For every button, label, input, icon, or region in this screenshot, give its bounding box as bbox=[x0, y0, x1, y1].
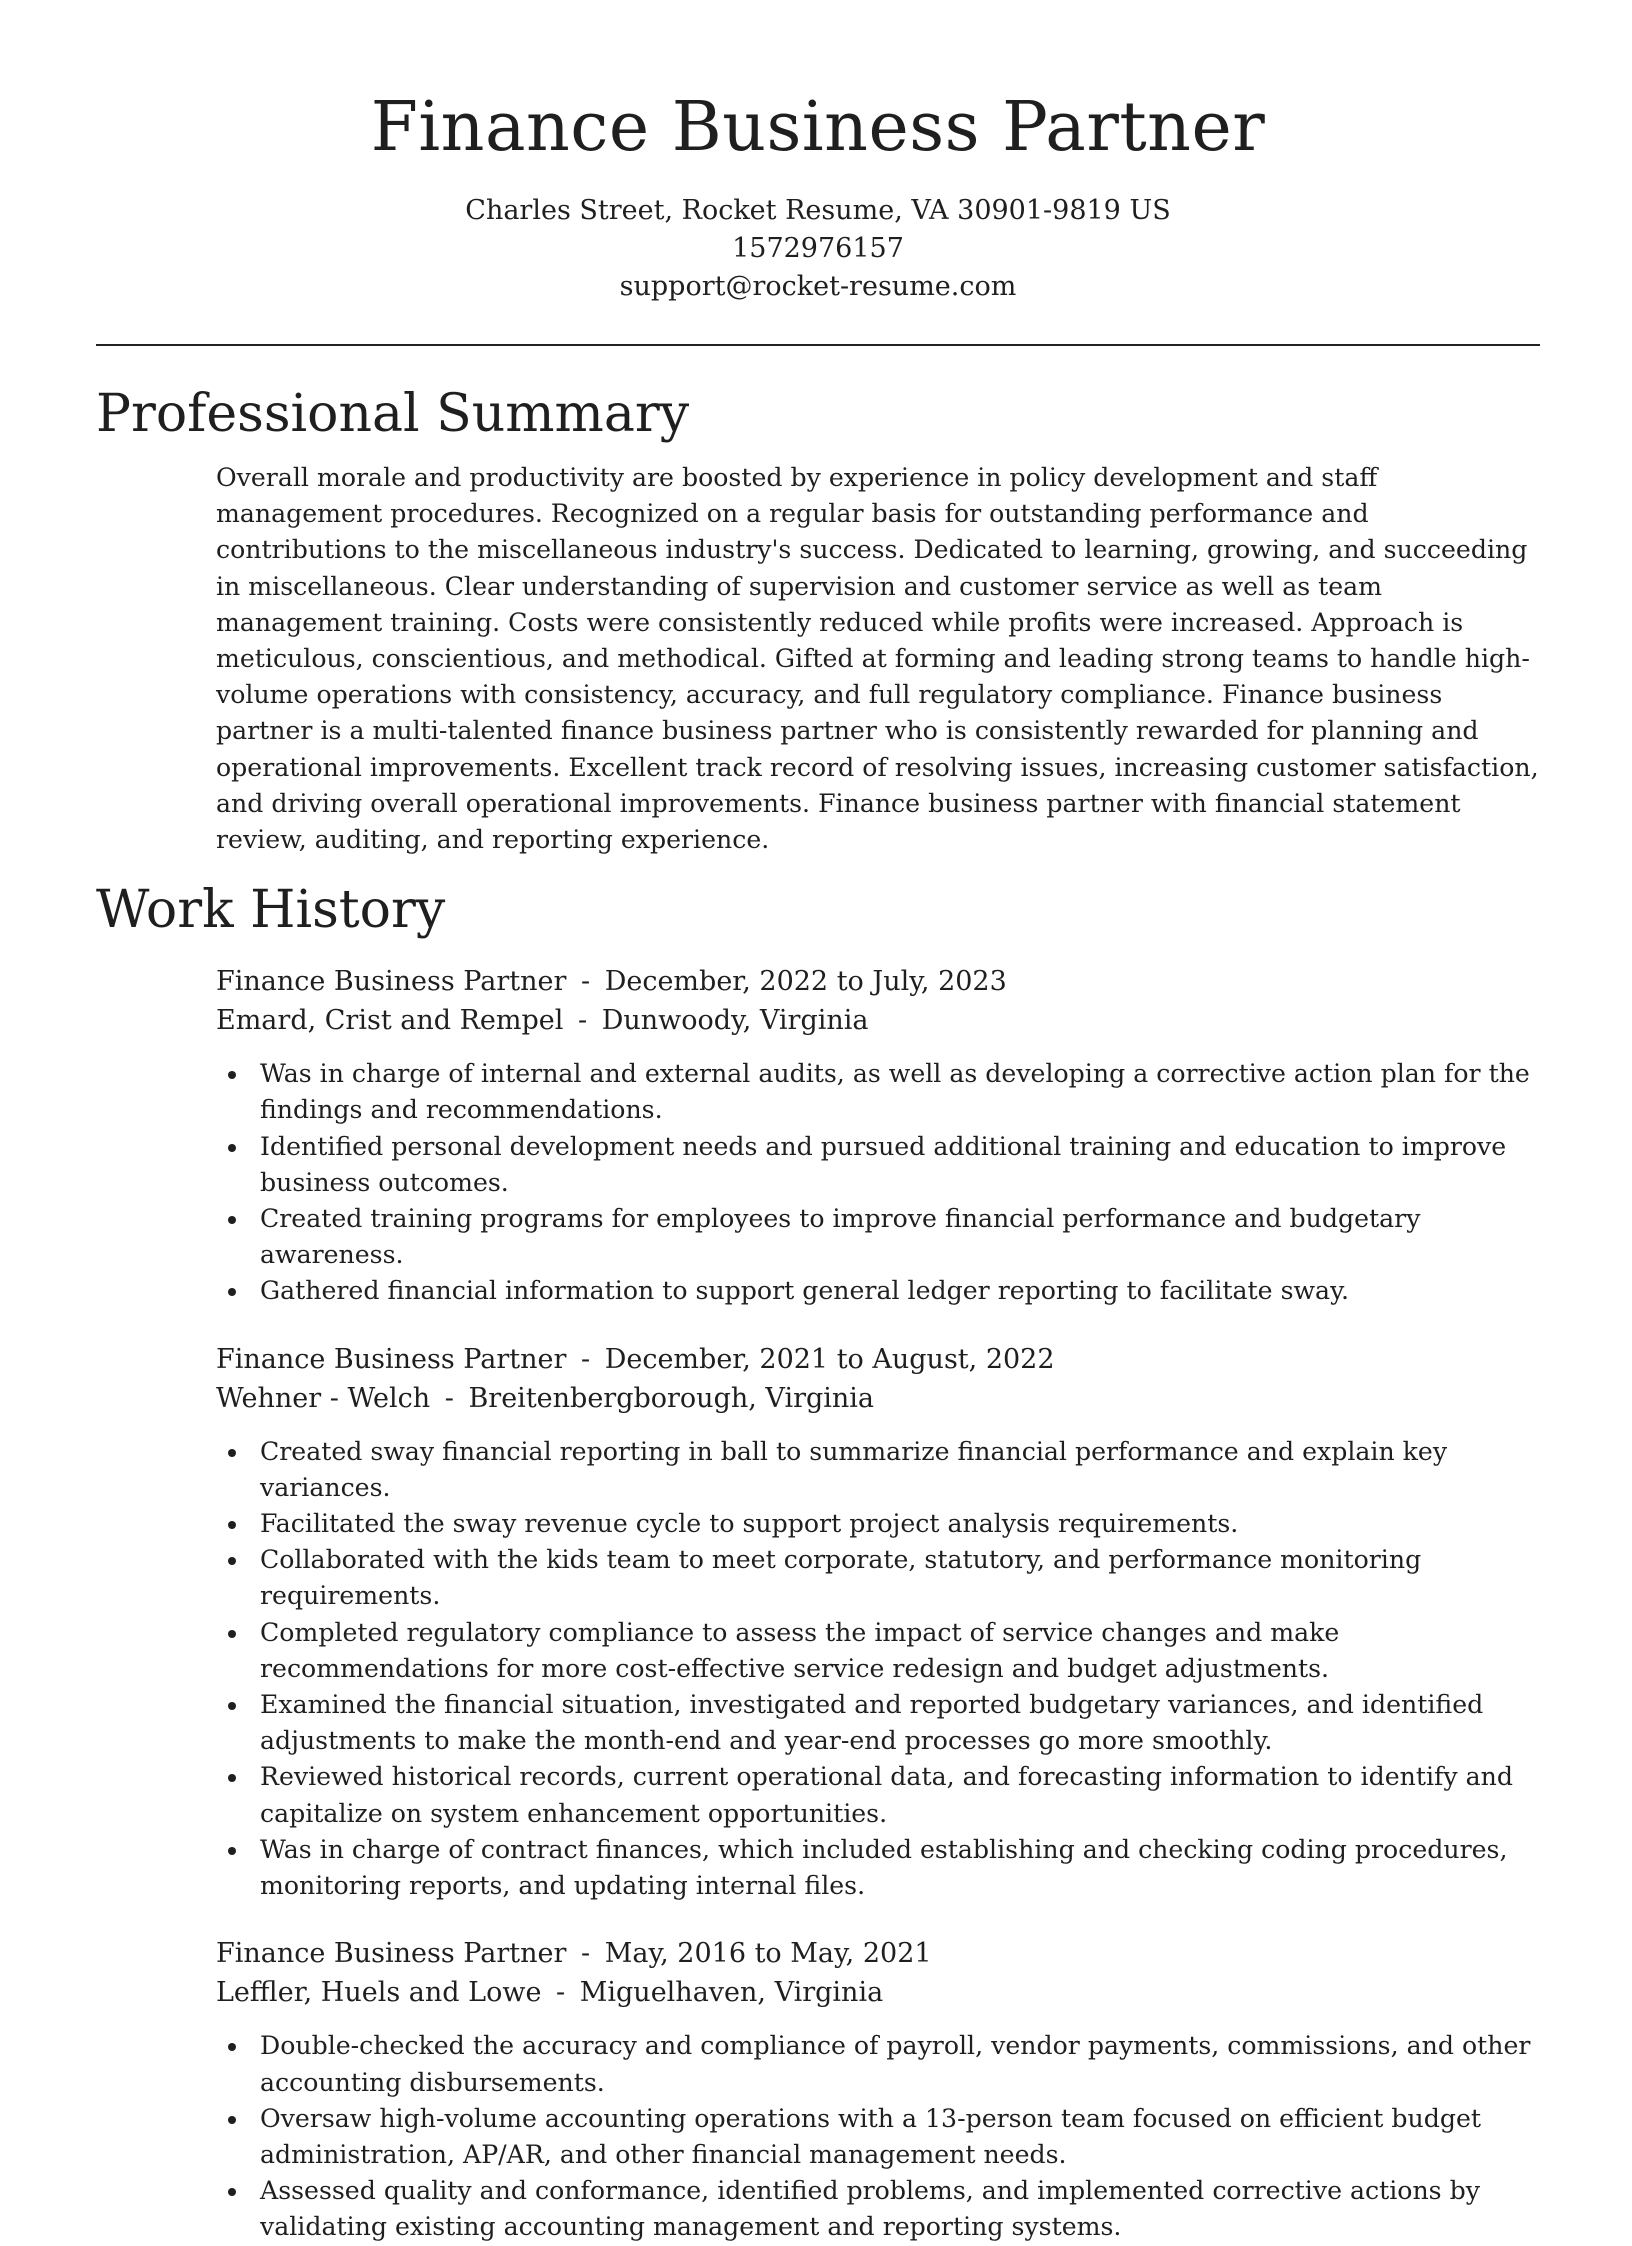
job-role: Finance Business Partner bbox=[216, 966, 567, 998]
bullet-item: Gathered financial information to support general ledger reporting to facilitate sway. bbox=[216, 1273, 1540, 1309]
job-bullets bbox=[216, 1056, 1540, 1309]
job-company: Wehner - Welch bbox=[216, 1382, 431, 1414]
contact-address: Charles Street, Rocket Resume, VA 30901-9819 US bbox=[465, 195, 1171, 226]
job-dates: December, 2022 to July, 2023 bbox=[604, 966, 1007, 998]
resume-header bbox=[96, 0, 1540, 306]
job-bullets bbox=[216, 2028, 1540, 2245]
header-divider bbox=[96, 344, 1540, 346]
bullet-item: Was in charge of contract finances, which included establishing and checking coding procedures, monitoring reports, and updating internal files. bbox=[216, 1832, 1540, 1904]
summary-text: Overall morale and productivity are boosted by experience in policy development and staff management procedures. Recognized on a regular basis for outstanding performance and contributions to the miscellaneous industry's success. Dedicated to learning, growing, and succeeding in miscellaneous. Clear understanding of supervision and customer service as well as team management training. Costs were consistently reduced while profits were increased. Approach is meticulous, conscientious, and methodical. Gifted at forming and leading strong teams to handle high-volume operations with consistency, accuracy, and full regulatory compliance. Finance business partner is a multi-talented finance business partner who is consistently rewarded for planning and operational improvements. Excellent track record of resolving issues, increasing customer satisfaction, and driving overall operational improvements. Finance business partner with financial statement review, auditing, and reporting experience. bbox=[216, 463, 1539, 855]
work-history-heading: Work History bbox=[96, 880, 446, 941]
job-role: Finance Business Partner bbox=[216, 1343, 567, 1375]
bullet-item: Completed regulatory compliance to assess the impact of service changes and make recommendations for more cost-effective service redesign and budget adjustments. bbox=[216, 1615, 1540, 1687]
job-dates: May, 2016 to May, 2021 bbox=[604, 1938, 932, 1970]
job-company: Leffler, Huels and Lowe bbox=[216, 1977, 542, 2009]
bullet-dot-icon bbox=[228, 2043, 236, 2051]
contact-email: support@rocket-resume.com bbox=[619, 271, 1017, 302]
bullet-item: Double-checked the accuracy and compliance of payroll, vendor payments, commissions, and other accounting disbursements. bbox=[216, 2028, 1540, 2100]
resume-page bbox=[96, 0, 1540, 2246]
summary-heading: Professional Summary bbox=[96, 384, 690, 444]
job-location: Breitenbergborough, Virginia bbox=[468, 1382, 875, 1414]
job-company-line: Wehner - Welch - Breitenbergborough, Virginia bbox=[216, 1382, 875, 1414]
bullet-dot-icon bbox=[228, 1216, 236, 1224]
bullet-dot-icon bbox=[228, 1774, 236, 1782]
bullet-item: Identified personal development needs and pursued additional training and education to improve business outcomes. bbox=[216, 1129, 1540, 1201]
job-company: Emard, Crist and Rempel bbox=[216, 1005, 564, 1037]
job-title-line: Finance Business Partner - December, 2021 to August, 2022 bbox=[216, 1343, 1055, 1375]
bullet-item: Created training programs for employees to improve financial performance and budgetary awareness. bbox=[216, 1201, 1540, 1273]
contact-block bbox=[96, 192, 1540, 306]
bullet-dot-icon bbox=[228, 1144, 236, 1152]
bullet-dot-icon bbox=[228, 1847, 236, 1855]
bullet-item: Was in charge of internal and external audits, as well as developing a corrective action plan for the findings and recommendations. bbox=[216, 1056, 1540, 1128]
job-role: Finance Business Partner bbox=[216, 1938, 567, 1970]
job-dates: December, 2021 to August, 2022 bbox=[604, 1343, 1055, 1375]
job-company-line: Emard, Crist and Rempel - Dunwoody, Virginia bbox=[216, 1005, 869, 1037]
job-entry bbox=[216, 1340, 1540, 1905]
job-entry bbox=[216, 1934, 1540, 2245]
bullet-dot-icon bbox=[228, 1071, 236, 1079]
bullet-dot-icon bbox=[228, 1702, 236, 1710]
job-title-line: Finance Business Partner - December, 2022 to July, 2023 bbox=[216, 966, 1007, 998]
bullet-dot-icon bbox=[228, 1630, 236, 1638]
bullet-dot-icon bbox=[228, 1557, 236, 1565]
job-location: Miguelhaven, Virginia bbox=[579, 1977, 884, 2009]
bullet-dot-icon bbox=[228, 2188, 236, 2196]
contact-phone: 1572976157 bbox=[732, 233, 904, 264]
job-entry bbox=[216, 962, 1540, 1309]
bullet-item: Reviewed historical records, current operational data, and forecasting information to identify and capitalize on system enhancement opportunities. bbox=[216, 1759, 1540, 1831]
bullet-dot-icon bbox=[228, 1288, 236, 1296]
job-bullets bbox=[216, 1434, 1540, 1905]
job-title-line: Finance Business Partner - May, 2016 to May, 2021 bbox=[216, 1938, 932, 1970]
bullet-dot-icon bbox=[228, 2116, 236, 2124]
bullet-item: Examined the financial situation, investigated and reported budgetary variances, and identified adjustments to make the month-end and year-end processes go more smoothly. bbox=[216, 1687, 1540, 1759]
job-location: Dunwoody, Virginia bbox=[601, 1005, 869, 1037]
bullet-item: Assessed quality and conformance, identified problems, and implemented corrective actions by validating existing accounting management and reporting systems. bbox=[216, 2173, 1540, 2245]
job-company-line: Leffler, Huels and Lowe - Miguelhaven, Virginia bbox=[216, 1977, 884, 2009]
bullet-item: Collaborated with the kids team to meet corporate, statutory, and performance monitoring requirements. bbox=[216, 1542, 1540, 1614]
bullet-dot-icon bbox=[228, 1521, 236, 1529]
candidate-name: Finance Business Partner bbox=[370, 88, 1266, 167]
bullet-item: Oversaw high-volume accounting operations with a 13-person team focused on efficient budget administration, AP/AR, and other financial management needs. bbox=[216, 2101, 1540, 2173]
bullet-dot-icon bbox=[228, 1449, 236, 1457]
bullet-item: Facilitated the sway revenue cycle to support project analysis requirements. bbox=[216, 1506, 1540, 1542]
bullet-item: Created sway financial reporting in ball to summarize financial performance and explain key variances. bbox=[216, 1434, 1540, 1506]
